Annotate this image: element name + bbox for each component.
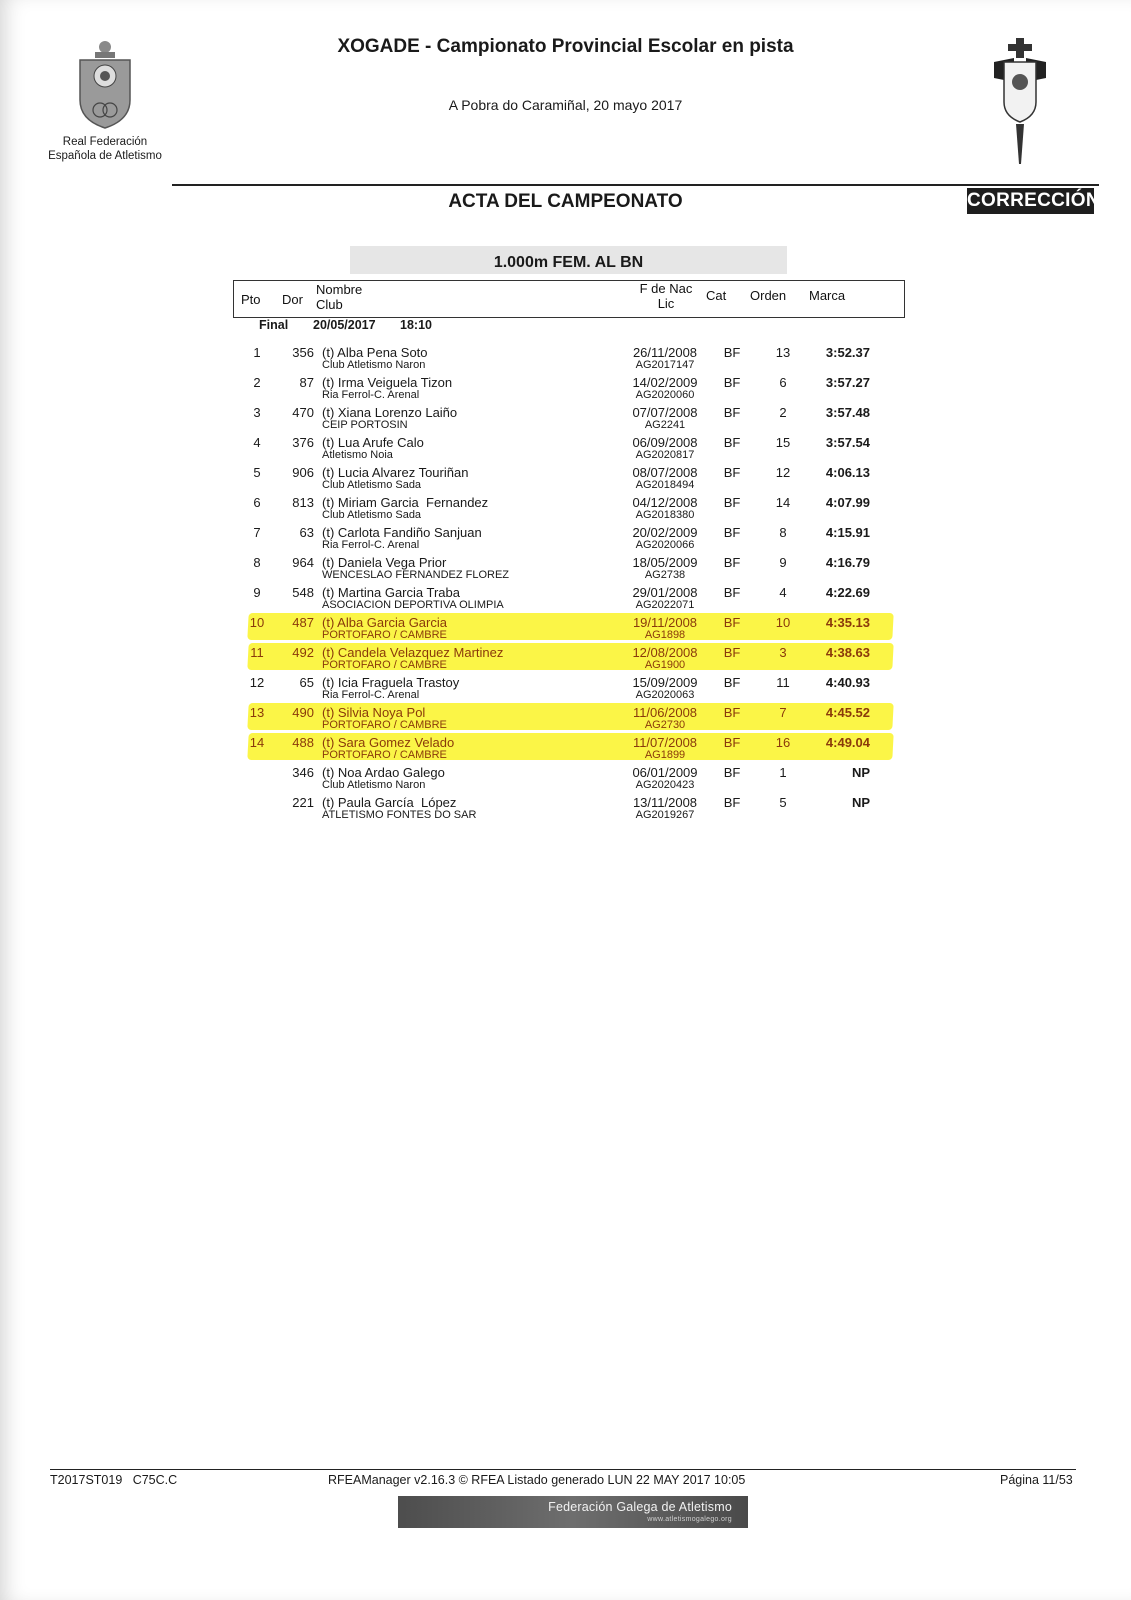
result-order: 2 [779, 405, 787, 420]
result-license: AG2022071 [635, 599, 695, 611]
table-row [0, 551, 1131, 581]
result-athlete-name: (t) Xiana Lorenzo Laiño [322, 405, 458, 420]
table-row [0, 731, 1131, 761]
banner-name: Federación Galega de Atletismo [548, 1500, 732, 1514]
result-bib: 63 [299, 525, 314, 540]
result-club: ASOCIACION DEPORTIVA OLIMPIA [322, 599, 504, 611]
result-club: PORTOFARO / CAMBRE [322, 629, 447, 641]
result-club: PORTOFARO / CAMBRE [322, 749, 447, 761]
result-place: 5 [253, 465, 261, 480]
result-place: 8 [253, 555, 261, 570]
result-birthdate: 06/01/2009 [632, 765, 698, 780]
table-row [0, 371, 1131, 401]
result-athlete-name: (t) Icia Fraguela Trastoy [322, 675, 460, 690]
result-birthdate: 14/02/2009 [632, 375, 698, 390]
federation-line-1: Real Federación [62, 136, 148, 148]
result-place: 13 [249, 705, 265, 720]
result-order: 16 [775, 735, 791, 750]
result-birthdate: 06/09/2008 [632, 435, 698, 450]
place-date: A Pobra do Caramiñal, 20 mayo 2017 [448, 97, 683, 113]
result-bib: 470 [292, 405, 314, 420]
result-birthdate: 07/07/2008 [632, 405, 698, 420]
result-athlete-name: (t) Candela Velazquez Martinez [322, 645, 504, 660]
result-birthdate: 18/05/2009 [632, 555, 698, 570]
col-orden: Orden [750, 288, 787, 303]
table-row [0, 491, 1131, 521]
result-club: Club Atletismo Sada [322, 479, 422, 491]
galician-federation-crest-icon [990, 36, 1050, 166]
result-birthdate: 29/01/2008 [632, 585, 698, 600]
result-mark: 4:15.91 [825, 525, 870, 540]
result-mark: 4:06.13 [825, 465, 870, 480]
col-dor: Dor [282, 292, 303, 307]
result-bib: 490 [292, 705, 314, 720]
table-row [0, 581, 1131, 611]
table-row [0, 431, 1131, 461]
table-row [0, 701, 1131, 731]
federation-name [40, 135, 170, 163]
result-license: AG2241 [644, 419, 686, 431]
result-order: 5 [779, 795, 787, 810]
result-place: 9 [253, 585, 261, 600]
page-number: Página 11/53 [1000, 1473, 1073, 1487]
result-birthdate: 11/06/2008 [632, 705, 698, 720]
correction-stamp: CORRECCIÓN [967, 188, 1094, 214]
result-birthdate: 20/02/2009 [632, 525, 698, 540]
table-header [233, 280, 905, 318]
result-bib: 548 [292, 585, 314, 600]
federation-line-2: Española de Atletismo [48, 150, 162, 162]
result-club: PORTOFARO / CAMBRE [322, 659, 447, 671]
table-row [0, 761, 1131, 791]
table-row [0, 641, 1131, 671]
acta-title: ACTA DEL CAMPEONATO [448, 191, 683, 212]
result-athlete-name: (t) Sara Gomez Velado [322, 735, 455, 750]
result-place: 12 [249, 675, 265, 690]
generated-note: RFEAManager v2.16.3 © RFEA Listado generado LUN 22 MAY 2017 10:05 [328, 1473, 746, 1487]
result-club: Ria Ferrol-C. Arenal [322, 689, 420, 701]
col-nombre: Nombre [316, 282, 363, 297]
table-row [0, 521, 1131, 551]
event-title: 1.000m FEM. AL BN [350, 246, 787, 274]
result-license: AG1899 [644, 749, 686, 761]
header-divider [172, 184, 1099, 186]
result-category: BF [723, 435, 741, 450]
result-athlete-name: (t) Noa Ardao Galego [322, 765, 445, 780]
result-bib: 346 [292, 765, 314, 780]
result-bib: 65 [299, 675, 314, 690]
result-bib: 376 [292, 435, 314, 450]
result-order: 11 [776, 675, 790, 690]
result-mark: 3:57.48 [825, 405, 870, 420]
result-bib: 964 [292, 555, 314, 570]
result-license: AG2020063 [635, 689, 695, 701]
result-license: AG2020817 [635, 449, 695, 461]
result-order: 13 [775, 345, 791, 360]
result-athlete-name: (t) Paula García López [322, 795, 457, 810]
result-place: 11 [250, 645, 264, 660]
result-license: AG2018380 [635, 509, 695, 521]
result-athlete-name: (t) Irma Veiguela Tizon [322, 375, 453, 390]
col-fnac: F de Nac [639, 281, 693, 296]
table-row [0, 671, 1131, 701]
result-order: 7 [779, 705, 787, 720]
round-date: 20/05/2017 [313, 318, 376, 332]
result-club: Club Atletismo Naron [322, 779, 426, 791]
result-mark: 4:22.69 [825, 585, 870, 600]
result-athlete-name: (t) Martina Garcia Traba [322, 585, 460, 600]
round-time: 18:10 [400, 318, 432, 332]
result-category: BF [723, 705, 741, 720]
result-club: ATLETISMO FONTES DO SAR [322, 809, 477, 821]
result-mark: NP [851, 765, 870, 780]
result-place: 2 [253, 375, 261, 390]
table-row [0, 461, 1131, 491]
result-club: Atletismo Noia [322, 449, 393, 461]
result-order: 15 [775, 435, 791, 450]
result-license: AG2017147 [635, 359, 695, 371]
col-club: Club [316, 297, 343, 312]
result-license: AG2730 [644, 719, 686, 731]
result-license: AG2020060 [635, 389, 695, 401]
result-license: AG1900 [644, 659, 686, 671]
result-club: Club Atletismo Naron [322, 359, 426, 371]
result-club: Ria Ferrol-C. Arenal [322, 539, 420, 551]
result-bib: 356 [292, 345, 314, 360]
result-license: AG2018494 [635, 479, 695, 491]
result-order: 1 [779, 765, 787, 780]
result-bib: 87 [299, 375, 314, 390]
federation-banner [398, 1496, 748, 1528]
result-order: 14 [775, 495, 791, 510]
col-pto: Pto [241, 292, 261, 307]
result-place: 4 [253, 435, 261, 450]
result-birthdate: 15/09/2009 [632, 675, 698, 690]
banner-url: www.atletismogalego.org [647, 1516, 732, 1523]
result-license: AG1898 [644, 629, 686, 641]
col-cat: Cat [706, 288, 727, 303]
result-category: BF [723, 465, 741, 480]
result-mark: 3:57.27 [825, 375, 870, 390]
result-place: 7 [253, 525, 261, 540]
result-birthdate: 13/11/2008 [632, 795, 698, 810]
result-mark: 4:35.13 [825, 615, 870, 630]
result-place: 14 [249, 735, 265, 750]
result-mark: 4:49.04 [825, 735, 870, 750]
result-order: 3 [779, 645, 787, 660]
result-license: AG2020423 [635, 779, 695, 791]
result-club: WENCESLAO FERNANDEZ FLOREZ [322, 569, 510, 581]
result-athlete-name: (t) Alba Garcia Garcia [322, 615, 447, 630]
result-bib: 906 [292, 465, 314, 480]
result-category: BF [723, 555, 741, 570]
result-birthdate: 19/11/2008 [632, 615, 698, 630]
result-bib: 221 [292, 795, 314, 810]
result-category: BF [723, 615, 741, 630]
result-order: 4 [779, 585, 787, 600]
result-category: BF [723, 765, 741, 780]
result-category: BF [723, 645, 741, 660]
result-mark: 4:38.63 [825, 645, 870, 660]
table-row [0, 341, 1131, 371]
result-category: BF [723, 495, 741, 510]
result-birthdate: 26/11/2008 [632, 345, 698, 360]
result-order: 8 [779, 525, 787, 540]
result-category: BF [723, 345, 741, 360]
result-place: 6 [253, 495, 261, 510]
result-category: BF [723, 405, 741, 420]
result-bib: 492 [292, 645, 314, 660]
result-license: AG2738 [644, 569, 686, 581]
footer-divider [50, 1469, 1076, 1470]
result-mark: 4:40.93 [825, 675, 870, 690]
result-bib: 813 [292, 495, 314, 510]
result-mark: 3:52.37 [825, 345, 870, 360]
col-marca: Marca [809, 288, 846, 303]
result-license: AG2019267 [635, 809, 695, 821]
result-place: 1 [253, 345, 261, 360]
result-bib: 488 [292, 735, 314, 750]
result-birthdate: 12/08/2008 [632, 645, 698, 660]
result-birthdate: 08/07/2008 [632, 465, 698, 480]
result-athlete-name: (t) Lucia Alvarez Touriñan [322, 465, 469, 480]
result-license: AG2020066 [635, 539, 695, 551]
result-category: BF [723, 525, 741, 540]
result-place: 3 [253, 405, 261, 420]
result-order: 6 [779, 375, 787, 390]
table-row [0, 401, 1131, 431]
result-athlete-name: (t) Daniela Vega Prior [322, 555, 447, 570]
result-athlete-name: (t) Carlota Fandiño Sanjuan [322, 525, 482, 540]
result-club: Ria Ferrol-C. Arenal [322, 389, 420, 401]
result-category: BF [723, 375, 741, 390]
result-mark: 3:57.54 [825, 435, 870, 450]
result-athlete-name: (t) Alba Pena Soto [322, 345, 428, 360]
round-label: Final [259, 318, 289, 332]
result-category: BF [723, 735, 741, 750]
result-club: Club Atletismo Sada [322, 509, 422, 521]
page-title: XOGADE - Campionato Provincial Escolar en pista [337, 36, 794, 57]
result-club: PORTOFARO / CAMBRE [322, 719, 447, 731]
table-row [0, 791, 1131, 821]
result-order: 9 [779, 555, 787, 570]
result-bib: 487 [292, 615, 314, 630]
result-athlete-name: (t) Lua Arufe Calo [322, 435, 424, 450]
result-athlete-name: (t) Silvia Noya Pol [322, 705, 426, 720]
result-category: BF [723, 675, 741, 690]
result-mark: NP [851, 795, 870, 810]
result-mark: 4:45.52 [825, 705, 870, 720]
result-category: BF [723, 585, 741, 600]
result-mark: 4:16.79 [825, 555, 870, 570]
result-category: BF [723, 795, 741, 810]
document-code: T2017ST019 C75C.C [50, 1473, 178, 1487]
col-lic: Lic [657, 296, 675, 311]
table-row [0, 611, 1131, 641]
result-order: 12 [775, 465, 791, 480]
result-birthdate: 11/07/2008 [632, 735, 698, 750]
result-club: CEIP PORTOSIN [322, 419, 408, 431]
result-mark: 4:07.99 [825, 495, 870, 510]
result-place: 10 [249, 615, 265, 630]
result-athlete-name: (t) Miriam Garcia Fernandez [322, 495, 489, 510]
result-order: 10 [775, 615, 791, 630]
result-birthdate: 04/12/2008 [632, 495, 698, 510]
